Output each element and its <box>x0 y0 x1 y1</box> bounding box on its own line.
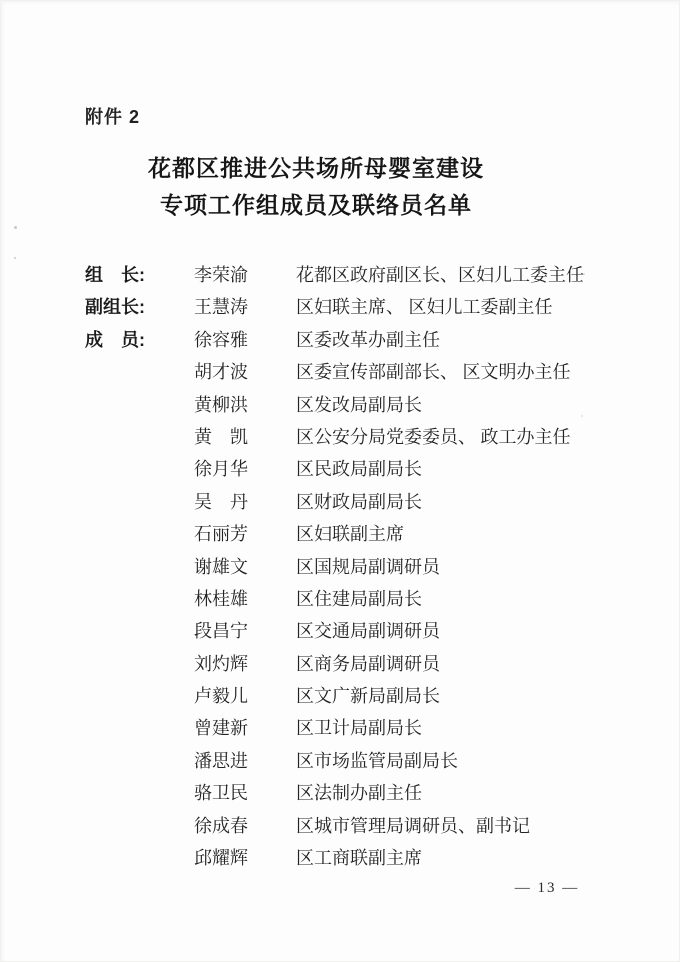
member-name: 段昌宁 <box>194 621 248 642</box>
member-name: 徐月华 <box>194 459 248 480</box>
role-label: 组 长: <box>85 265 145 285</box>
roster-row <box>0 615 680 647</box>
roster-row <box>0 551 680 583</box>
roster-row <box>0 389 680 421</box>
member-title: 区公安分局党委委员、 政工办主任 <box>296 426 571 447</box>
scan-speck <box>583 273 585 275</box>
member-name: 黄柳洪 <box>194 394 248 415</box>
member-name: 林桂雄 <box>194 588 248 609</box>
roster-row <box>0 291 680 323</box>
member-name: 胡才波 <box>194 362 248 383</box>
member-title: 区民政局副局长 <box>296 459 422 480</box>
roster-row <box>0 356 680 388</box>
roster-row <box>0 486 680 518</box>
roster-row <box>0 810 680 842</box>
roster-row <box>0 453 680 485</box>
roster-row <box>0 259 680 291</box>
member-name: 石丽芳 <box>194 524 248 545</box>
roster-row <box>0 842 680 874</box>
role-label: 成 员: <box>85 329 145 350</box>
member-name: 李荣渝 <box>194 265 248 285</box>
roster-row <box>0 712 680 744</box>
member-name: 吴 丹 <box>194 491 248 512</box>
member-name: 刘灼辉 <box>194 653 248 674</box>
role-label: 副组长: <box>85 297 145 318</box>
roster-row <box>0 324 680 356</box>
member-title: 区住建局副局长 <box>296 588 422 609</box>
member-title: 区委改革办副主任 <box>296 329 440 350</box>
member-name: 卢毅儿 <box>194 686 248 707</box>
member-title: 区城市管理局调研员、副书记 <box>296 815 530 836</box>
member-name: 邱耀辉 <box>194 848 248 869</box>
roster-row <box>0 518 680 550</box>
scan-speck <box>14 257 16 259</box>
member-title: 区委宣传部副部长、 区文明办主任 <box>296 362 571 383</box>
roster-row <box>0 777 680 809</box>
member-title: 区文广新局副局长 <box>296 686 440 707</box>
member-title: 区商务局副调研员 <box>296 653 440 674</box>
member-title: 区市场监管局副局长 <box>296 750 458 771</box>
member-title: 区法制办副主任 <box>296 783 422 804</box>
member-title: 区国规局副调研员 <box>296 556 440 577</box>
roster-row <box>0 583 680 615</box>
member-title: 区发改局副局长 <box>296 394 422 415</box>
roster-list <box>0 259 680 874</box>
member-name: 徐成春 <box>194 815 248 836</box>
member-name: 曾建新 <box>194 718 248 739</box>
member-title: 区财政局副局长 <box>296 491 422 512</box>
member-name: 徐容雅 <box>194 329 248 350</box>
title-line-2: 专项工作组成员及联络员名单 <box>160 192 472 218</box>
member-title: 花都区政府副区长、区妇儿工委主任 <box>296 265 584 285</box>
member-name: 黄 凯 <box>194 426 248 447</box>
member-title: 区工商联副主席 <box>296 848 422 869</box>
member-name: 骆卫民 <box>194 783 248 804</box>
member-title: 区妇联副主席 <box>296 524 404 545</box>
roster-row <box>0 745 680 777</box>
document-title <box>0 150 632 224</box>
roster-row <box>0 648 680 680</box>
roster-row <box>0 680 680 712</box>
member-name: 潘思进 <box>194 750 248 771</box>
page-number: — 13 — <box>514 880 580 896</box>
attachment-label: 附件 2 <box>85 107 141 127</box>
member-name: 谢雄文 <box>194 556 248 577</box>
member-title: 区卫计局副局长 <box>296 718 422 739</box>
member-name: 王慧涛 <box>194 297 248 318</box>
member-title: 区妇联主席、 区妇儿工委副主任 <box>296 297 553 318</box>
scan-speck <box>14 226 17 229</box>
member-title: 区交通局副调研员 <box>296 621 440 642</box>
title-line-1: 花都区推进公共场所母婴室建设 <box>148 155 484 181</box>
scan-speck <box>581 415 583 417</box>
roster-row <box>0 421 680 453</box>
